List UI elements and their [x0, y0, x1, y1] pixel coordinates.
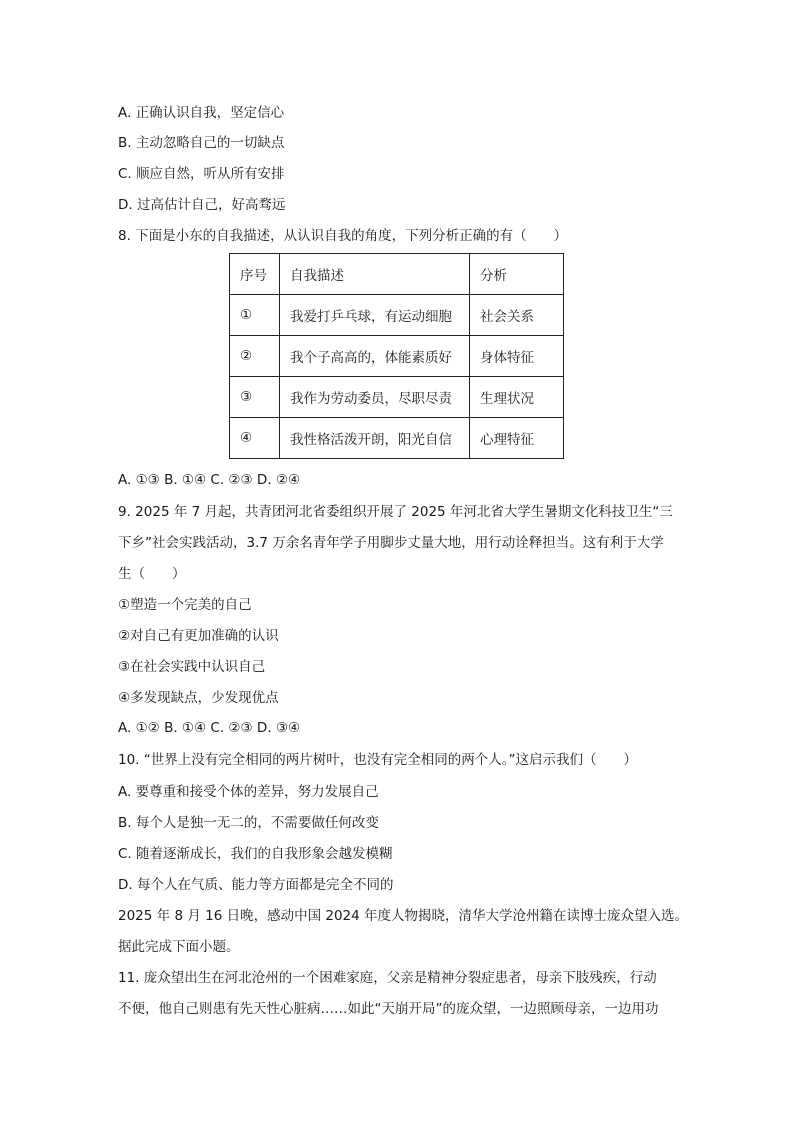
q9-statement-2: ②对自己有更加准确的认识	[118, 628, 279, 644]
q9-statement-3: ③在社会实践中认识自己	[118, 659, 266, 675]
table-cell: 心理特征	[470, 418, 564, 459]
header-cell-description: 自我描述	[280, 254, 470, 295]
q10-option-d: D. 每个人在气质、能力等方面都是完全不同的	[118, 877, 394, 893]
q7-option-b: B. 主动忽略自己的一切缺点	[118, 135, 285, 151]
q10-stem: 10. “世界上没有完全相同的两片树叶，也没有完全相同的两个人。”这启示我们（ ）	[118, 752, 637, 768]
q9-statement-4: ④多发现缺点，少发现优点	[118, 690, 279, 706]
table-row	[230, 336, 564, 377]
q8-stem: 8. 下面是小东的自我描述，从认识自我的角度，下列分析正确的有（ ）	[118, 228, 568, 244]
q7-option-a: A. 正确认识自我，坚定信心	[118, 105, 285, 121]
q7-option-c: C. 顺应自然，听从所有安排	[118, 166, 285, 182]
q10-option-a: A. 要尊重和接受个体的差异，努力发展自己	[118, 784, 379, 800]
q8-table	[229, 253, 564, 459]
table-cell: 生理状况	[470, 377, 564, 418]
q10-option-c: C. 随着逐渐成长，我们的自我形象会越发模糊	[118, 846, 393, 862]
q9-statement-1: ①塑造一个完美的自己	[118, 597, 252, 613]
table-cell: 我作为劳动委员，尽职尽责	[280, 377, 470, 418]
table-cell: 身体特征	[470, 336, 564, 377]
q9-stem-line-3: 生（ ）	[118, 566, 186, 582]
table-row	[230, 377, 564, 418]
q10-option-b: B. 每个人是独一无二的，不需要做任何改变	[118, 815, 379, 831]
header-cell-analysis: 分析	[470, 254, 564, 295]
table-cell: 我性格活泼开朗，阳光自信	[280, 418, 470, 459]
q9-stem-line-1: 9. 2025 年 7 月起，共青团河北省委组织开展了 2025 年河北省大学生暑期文化科技卫生“三	[118, 504, 673, 520]
q8-options: A. ①③ B. ①④ C. ②③ D. ②④	[118, 472, 301, 488]
table-cell: ②	[230, 336, 280, 377]
q11-stem-line-1: 11. 庞众望出生在河北沧州的一个困难家庭，父亲是精神分裂症患者，母亲下肢残疾，行动	[118, 970, 657, 986]
table-cell: ④	[230, 418, 280, 459]
intro-line-1: 2025 年 8 月 16 日晚，感动中国 2024 年度人物揭晓，清华大学沧州籍在读博士庞众望入选。	[118, 908, 689, 924]
q9-options: A. ①② B. ①④ C. ②③ D. ③④	[118, 720, 301, 736]
header-cell-index: 序号	[230, 254, 280, 295]
table-header-row	[230, 254, 564, 295]
table-cell: 我爱打乒乓球，有运动细胞	[280, 295, 470, 336]
table-cell: ①	[230, 295, 280, 336]
intro-line-2: 据此完成下面小题。	[118, 939, 240, 955]
table-cell: 社会关系	[470, 295, 564, 336]
table-cell: ③	[230, 377, 280, 418]
table-cell: 我个子高高的，体能素质好	[280, 336, 470, 377]
q11-stem-line-2: 不便，他自己则患有先天性心脏病……如此“天崩开局”的庞众望，一边照顾母亲，一边用功	[118, 1001, 659, 1017]
table-row	[230, 418, 564, 459]
q9-stem-line-2: 下乡”社会实践活动，3.7 万余名青年学子用脚步丈量大地，用行动诠释担当。这有利于大学	[118, 535, 664, 551]
q7-option-d: D. 过高估计自己，好高骛远	[118, 197, 286, 213]
table-row	[230, 295, 564, 336]
